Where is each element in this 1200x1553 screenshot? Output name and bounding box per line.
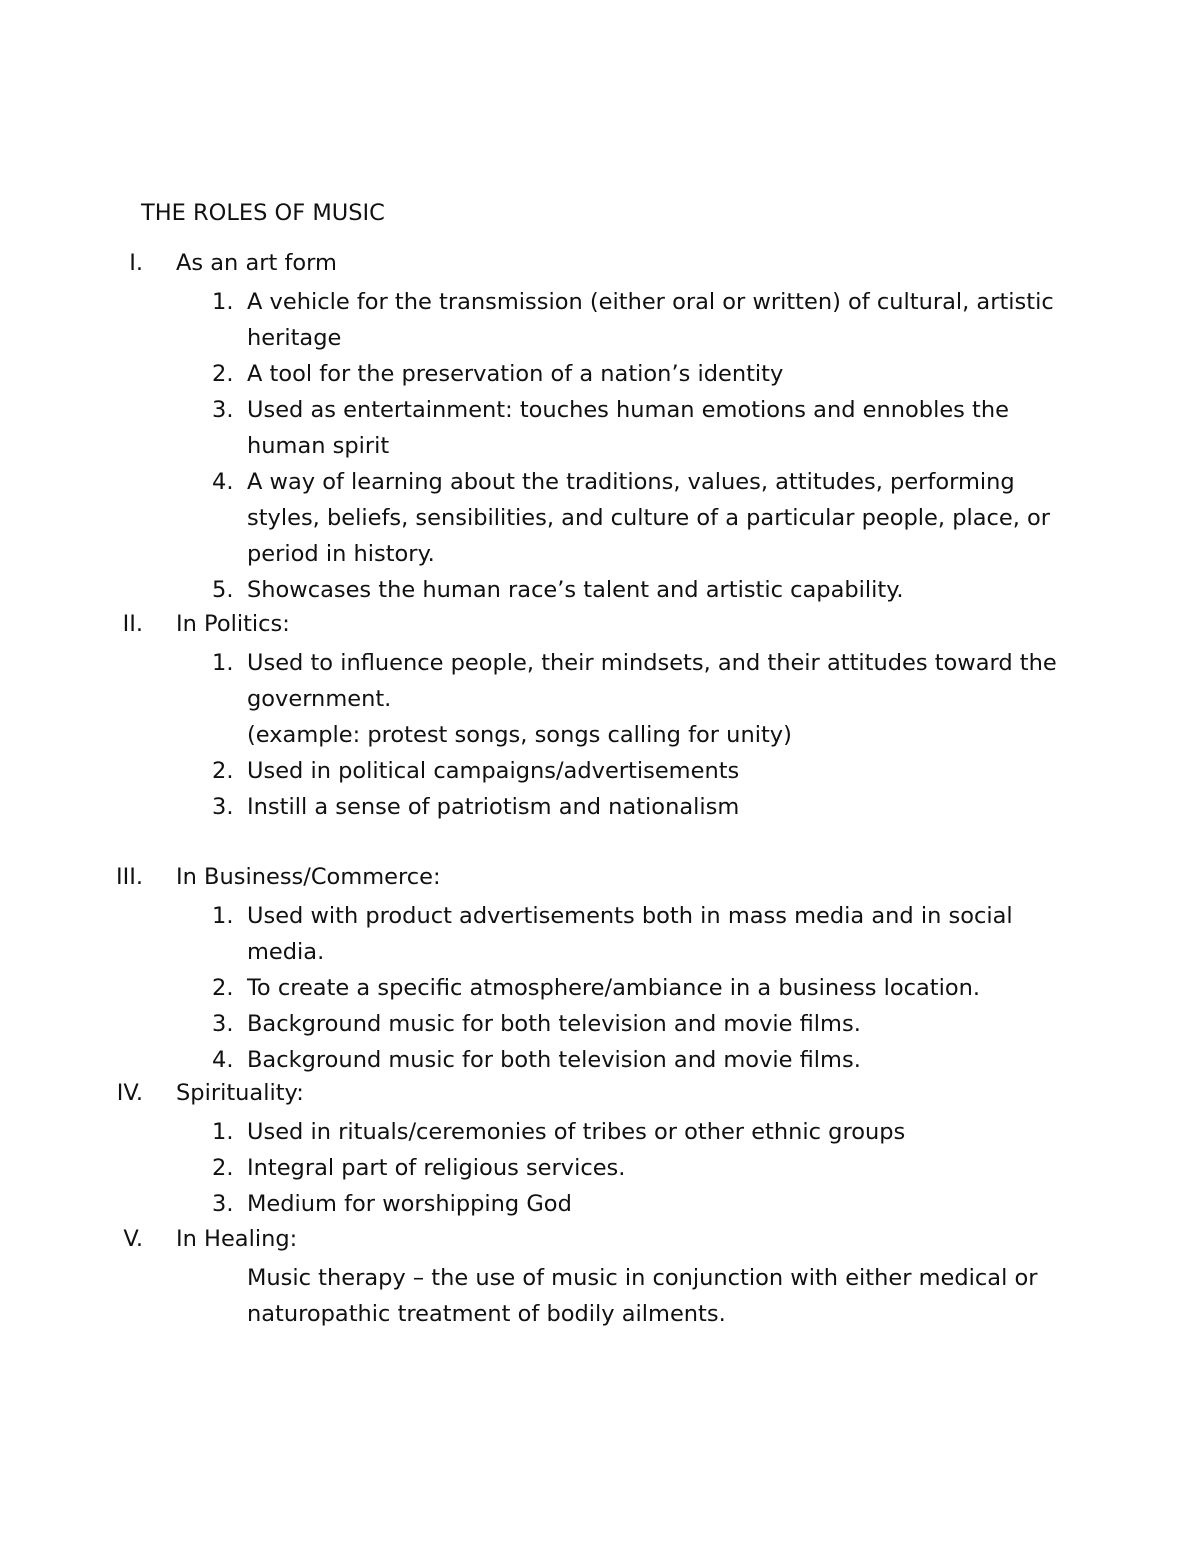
list-item-number: 3.: [212, 397, 234, 423]
list-item-number: 4.: [212, 469, 234, 495]
section-heading: In Politics:: [176, 611, 290, 637]
section-numeral: I.: [129, 250, 143, 276]
list-item: [0, 464, 1067, 572]
list-item: [0, 970, 1067, 1006]
numbered-list: [0, 898, 1200, 1078]
section-heading-row: [0, 248, 1200, 284]
list-item-text: Background music for both television and movie films.: [247, 1011, 861, 1037]
list-item-text: Instill a sense of patriotism and nationalism: [247, 794, 740, 820]
list-item-text: styles, beliefs, sensibilities, and culture of a particular people, place, or: [247, 505, 1051, 531]
list-item-number: 1.: [212, 903, 234, 929]
section-3: [0, 862, 1200, 1078]
section-numeral: III.: [115, 864, 143, 890]
list-item-number: 3.: [212, 1011, 234, 1037]
list-item-text: human spirit: [247, 433, 390, 459]
section-4: [0, 1078, 1200, 1222]
list-item-text: Used to influence people, their mindsets, and their attitudes toward the: [247, 650, 1057, 676]
numbered-list: [0, 1114, 1200, 1222]
section-1: [0, 248, 1200, 608]
list-item-text: Used as entertainment: touches human emotions and ennobles the: [247, 397, 1009, 423]
list-item-number: 4.: [212, 1047, 234, 1073]
section-heading-row: [0, 862, 1200, 898]
list-item-number: 1.: [212, 289, 234, 315]
section-2: [0, 609, 1200, 825]
list-item-text: Used in rituals/ceremonies of tribes or other ethnic groups: [247, 1119, 906, 1145]
list-item-text: A vehicle for the transmission (either oral or written) of cultural, artistic: [247, 289, 1054, 315]
list-item: [0, 898, 1067, 970]
list-item-number: 5.: [212, 577, 234, 603]
paragraph-line: Music therapy – the use of music in conjunction with either medical or: [247, 1265, 1038, 1291]
list-item-text: Showcases the human race’s talent and artistic capability.: [247, 577, 904, 603]
list-item: [0, 1006, 1067, 1042]
list-item-number: 2.: [212, 361, 234, 387]
section-numeral: IV.: [116, 1080, 143, 1106]
list-item: [0, 392, 1067, 464]
section-heading-row: [0, 1224, 1200, 1260]
list-item-text: Medium for worshipping God: [247, 1191, 572, 1217]
list-item: [0, 284, 1067, 356]
list-item-number: 1.: [212, 1119, 234, 1145]
numbered-list: [0, 645, 1200, 825]
list-item: [0, 1150, 1067, 1186]
list-item-text: To create a specific atmosphere/ambiance in a business location.: [247, 975, 980, 1001]
list-item: [0, 356, 1067, 392]
list-item-text: period in history.: [247, 541, 435, 567]
numbered-list: [0, 284, 1200, 608]
document-title: THE ROLES OF MUSIC: [141, 200, 385, 226]
list-item-number: 2.: [212, 1155, 234, 1181]
section-heading: Spirituality:: [176, 1080, 304, 1106]
list-item-text: media.: [247, 939, 325, 965]
paragraph-line: naturopathic treatment of bodily ailments.: [247, 1301, 726, 1327]
list-item: [0, 1186, 1067, 1222]
list-item-number: 2.: [212, 975, 234, 1001]
section-numeral: V.: [123, 1226, 143, 1252]
list-item: [0, 645, 1067, 753]
list-item: [0, 1114, 1067, 1150]
list-item: [0, 753, 1067, 789]
list-item-text: (example: protest songs, songs calling for unity): [247, 722, 792, 748]
list-item-text: Used with product advertisements both in mass media and in social: [247, 903, 1013, 929]
list-item-text: Used in political campaigns/advertisements: [247, 758, 740, 784]
section-5: [0, 1224, 1200, 1332]
section-heading: As an art form: [176, 250, 337, 276]
list-item-text: Integral part of religious services.: [247, 1155, 626, 1181]
list-item-text: Background music for both television and movie films.: [247, 1047, 861, 1073]
list-item-number: 3.: [212, 794, 234, 820]
list-item-number: 2.: [212, 758, 234, 784]
list-item-text: government.: [247, 686, 392, 712]
list-item-text: heritage: [247, 325, 342, 351]
list-item: [0, 1042, 1067, 1078]
section-numeral: II.: [122, 611, 143, 637]
list-item-text: A tool for the preservation of a nation’s identity: [247, 361, 784, 387]
list-item-number: 1.: [212, 650, 234, 676]
section-heading: In Healing:: [176, 1226, 298, 1252]
list-item-text: A way of learning about the traditions, values, attitudes, performing: [247, 469, 1015, 495]
section-heading: In Business/Commerce:: [176, 864, 441, 890]
list-item: [0, 789, 1067, 825]
list-item: [0, 572, 1067, 608]
section-paragraph: [0, 1260, 1067, 1332]
list-item-number: 3.: [212, 1191, 234, 1217]
section-heading-row: [0, 1078, 1200, 1114]
section-heading-row: [0, 609, 1200, 645]
